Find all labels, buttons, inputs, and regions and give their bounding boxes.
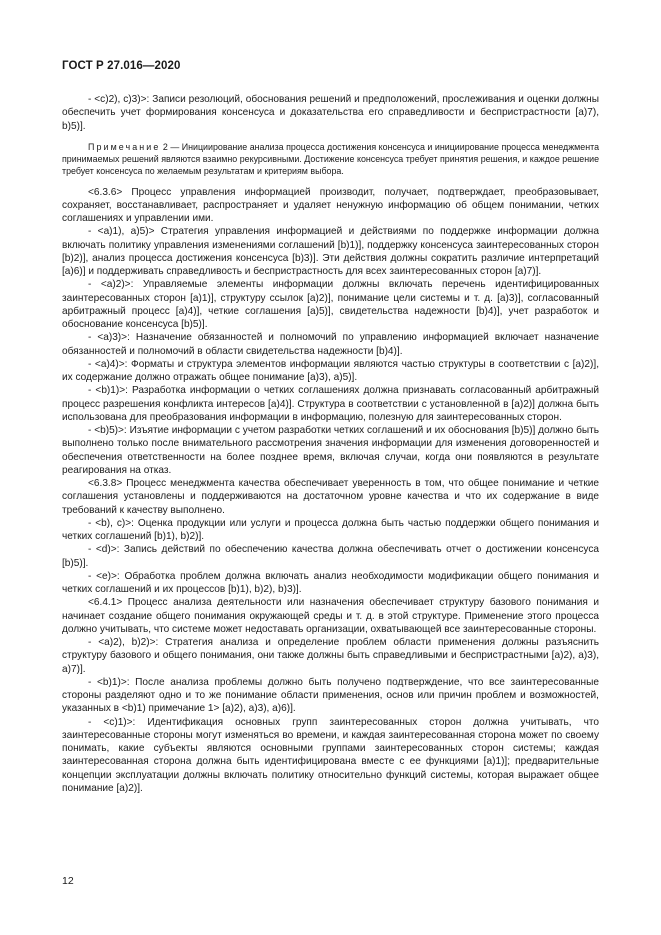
body-paragraph: - <b)5)>: Изъятие информации с учетом разработки четких соглашений и их обоснования [b)5)] должно быть выполнено только после внимательного рассмотрения значения информации для изменения договоренностей и обеспечения ответственности на более позднее время, включая случаи, когда они появляются в результате реагирования на отказ. (62, 425, 599, 476)
note-paragraph (62, 141, 599, 178)
body-paragraph: <6.3.8> Процесс менеджмента качества обеспечивает уверенность в том, что общее понимание и четкие соглашения установлены и поддерживаются на достаточном уровне качества и что их содержание в виде требований к качеству выполнено. (62, 478, 599, 516)
body-paragraph: - <a)3)>: Назначение обязанностей и полномочий по управлению информацией включает назначение обязанностей и полномочий в области свидетельства надежности [b)4)]. (62, 332, 599, 357)
body-paragraph: - <c)1)>: Идентификация основных групп заинтересованных сторон должна учитывать, что заинтересованные стороны могут изменяться во времени, и каждая заинтересованная сторона может по своему понимать, какие субъекты являются основными группами заинтересованных сторон системы; каждая заинтересованная сторона должна быть идентифицирована вместе с ее функциями [a)1)]; предварительные концепции эксплуатации должны включать политику относительно функций системы, которая выражает общее понимание [a)2)]. (62, 716, 599, 794)
body-paragraph: - <a)2)>: Управляемые элементы информации должны включать перечень идентифицированных заинтересованных сторон [a)1)], структуру ссылок [a)2)], понимание цели системы и т. д. [a)3)], согласованный арбитражный процесс [a)4)], четкие соглашения [a)5)], свидетельства надежности [b)4)], учет разработок и обоснование консенсуса [b)5)]. (62, 279, 599, 331)
document-body (62, 93, 599, 795)
body-paragraph: <6.3.6> Процесс управления информацией производит, получает, подтверждает, преобразовывает, сохраняет, восстанавливает, распространяет и удаляет ненужную информацию об общем понимании, четких соглашениях и управлении ими. (62, 186, 599, 225)
body-paragraph: - <e)>: Обработка проблем должна включать анализ необходимости модификации общего понимания и четких соглашений и их процессов [b)1), b)2), b)3)]. (62, 570, 599, 596)
body-paragraph: - <a)4)>: Форматы и структура элементов информации являются частью структуры в соответствии с [a)2)], их содержание должно отражать общее понимание [a)3), a)5)]. (62, 358, 599, 384)
body-paragraph: - <b), c)>: Оценка продукции или услуги и процесса должна быть частью поддержки общего понимания и четких соглашений [b)1), b)2)]. (62, 517, 599, 543)
body-paragraph: - <b)1)>: Разработка информации о четких соглашениях должна признавать согласованный арбитражный процесс разрешения конфликта интересов [a)4)]. Структура в соответствии с установленной в [a)2)] должна быть использована для преобразования информации в информацию, полезную для заинтересованных сторон. (62, 385, 599, 423)
body-paragraph: - <a)1), a)5)> Стратегия управления информацией и действиями по поддержке информации должна включать политику управления изменениями соглашений [b)1)], поддержку консенсуса заинтересованных сторон [b)2)], анализ процесса достижения консенсуса [b)3)]. Эти действия должны сократить различие интерпретаций [a)6)] и поддерживать справедливость и беспристрастность для всех заинтересованных сторон [a)7)]. (62, 226, 599, 278)
body-paragraph: - <d)>: Запись действий по обеспечению качества должна обеспечивать отчет о достижении консенсуса [b)5)]. (62, 544, 599, 569)
page-number: 12 (62, 875, 74, 887)
note-text: 2 — Инициирование анализа процесса достижения консенсуса и инициирование процесса менеджмента принимаемых решений являются взаимно рекурсивными. Достижение консенсуса требует принятия решения, и каждое решение требует консенсуса по желаемым результатам и критериям выбора. (62, 141, 599, 177)
body-paragraph: - <a)2), b)2)>: Стратегия анализа и определение проблем области применения должны разъяснить структуру базового и общего понимания, они также должны быть справедливыми и беспристрастными [a)2), a)3), a)7)]. (62, 637, 599, 675)
document-header: ГОСТ Р 27.016—2020 (62, 60, 181, 72)
body-paragraph: - <b)1)>: После анализа проблемы должно быть получено подтверждение, что все заинтересованные стороны разделяют одно и то же понимание области применения, основ или причин проблем и возможностей, указанных в <b)1) примечание 1> [a)2), a)3), a)6)]. (62, 676, 599, 715)
body-paragraph: <6.4.1> Процесс анализа деятельности или назначения обеспечивает структуру базового понимания и начинает создание общего понимания окружающей среды и т. д. в этой структуре. Применение этого процесса должно учитывать, что системе может недоставать организации, охватывающей все заинтересованные стороны. (62, 597, 599, 635)
body-paragraph: - <c)2), c)3)>: Записи резолюций, обоснования решений и предположений, прослеживания и оценки должны обеспечить учет формирования консенсуса и доказательства его справедливости и беспристрастности [a)7), b)5)]. (62, 94, 599, 132)
note-label: Примечание (88, 141, 161, 152)
